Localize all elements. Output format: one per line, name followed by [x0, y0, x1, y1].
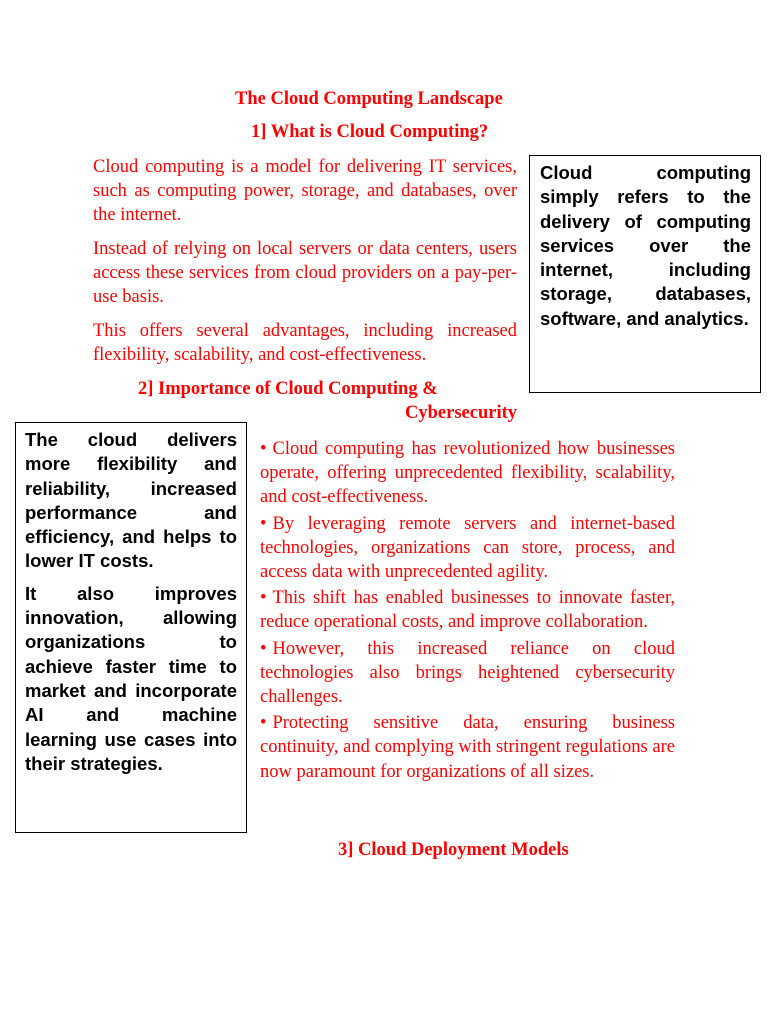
- bullet-dot: •: [260, 439, 267, 459]
- bullet-item: [260, 437, 675, 510]
- bullet-text: By leveraging remote servers and internet-based technologies, organizations can store, process, and access data with unprecedented agility.: [260, 513, 675, 583]
- bullet-text: Protecting sensitive data, ensuring business continuity, and complying with stringent regulations are now paramount for organizations of all sizes.: [260, 713, 675, 782]
- bullet-dot: •: [260, 588, 267, 609]
- section-1-paragraph-1: Cloud computing is a model for delivering IT services, such as computing power, storage, and databases, over the internet.: [93, 157, 517, 225]
- importance-bullet-list: [260, 437, 675, 786]
- bullet-text: Cloud computing has revolutionized how businesses operate, offering unprecedented flexibility, scalability, and cost-effectiveness.: [260, 439, 675, 508]
- bullet-item: [260, 586, 675, 634]
- benefits-callout-box: [15, 422, 247, 833]
- bullet-item: [260, 512, 675, 585]
- bullet-text: However, this increased reliance on cloud technologies also brings heightened cybersecurity challenges.: [260, 638, 675, 708]
- section-1-paragraph-2: Instead of relying on local servers or data centers, users access these services from cloud providers on a pay-per-use basis.: [93, 239, 517, 307]
- bullet-text: This shift has enabled businesses to innovate faster, reduce operational costs, and improve collaboration.: [260, 588, 675, 633]
- page-title: The Cloud Computing Landscape: [235, 89, 503, 109]
- definition-callout-box: [529, 155, 761, 393]
- section-1-heading: 1] What is Cloud Computing?: [251, 122, 489, 142]
- benefits-callout-paragraph-2: It also improves innovation, allowing organizations to achieve faster time to market and incorporate AI and machine learning use cases into their strategies.: [25, 582, 237, 774]
- bullet-item: [260, 711, 675, 784]
- definition-callout-text: Cloud computing simply refers to the delivery of computing services over the internet, including storage, databases, software, and analytics.: [540, 162, 751, 329]
- section-2-heading-line-1: 2] Importance of Cloud Computing &: [138, 379, 438, 399]
- bullet-item: [260, 637, 675, 710]
- bullet-dot: •: [260, 513, 267, 534]
- benefits-callout-paragraph-1: The cloud delivers more flexibility and reliability, increased performance and efficiency, and helps to lower IT costs.: [25, 429, 237, 572]
- section-3-heading: 3] Cloud Deployment Models: [338, 840, 569, 860]
- bullet-dot: •: [260, 638, 267, 659]
- bullet-dot: •: [260, 713, 267, 734]
- section-2-heading-line-2: Cybersecurity: [405, 403, 517, 423]
- section-1-paragraph-3: This offers several advantages, including increased flexibility, scalability, and cost-effectiveness.: [93, 321, 517, 365]
